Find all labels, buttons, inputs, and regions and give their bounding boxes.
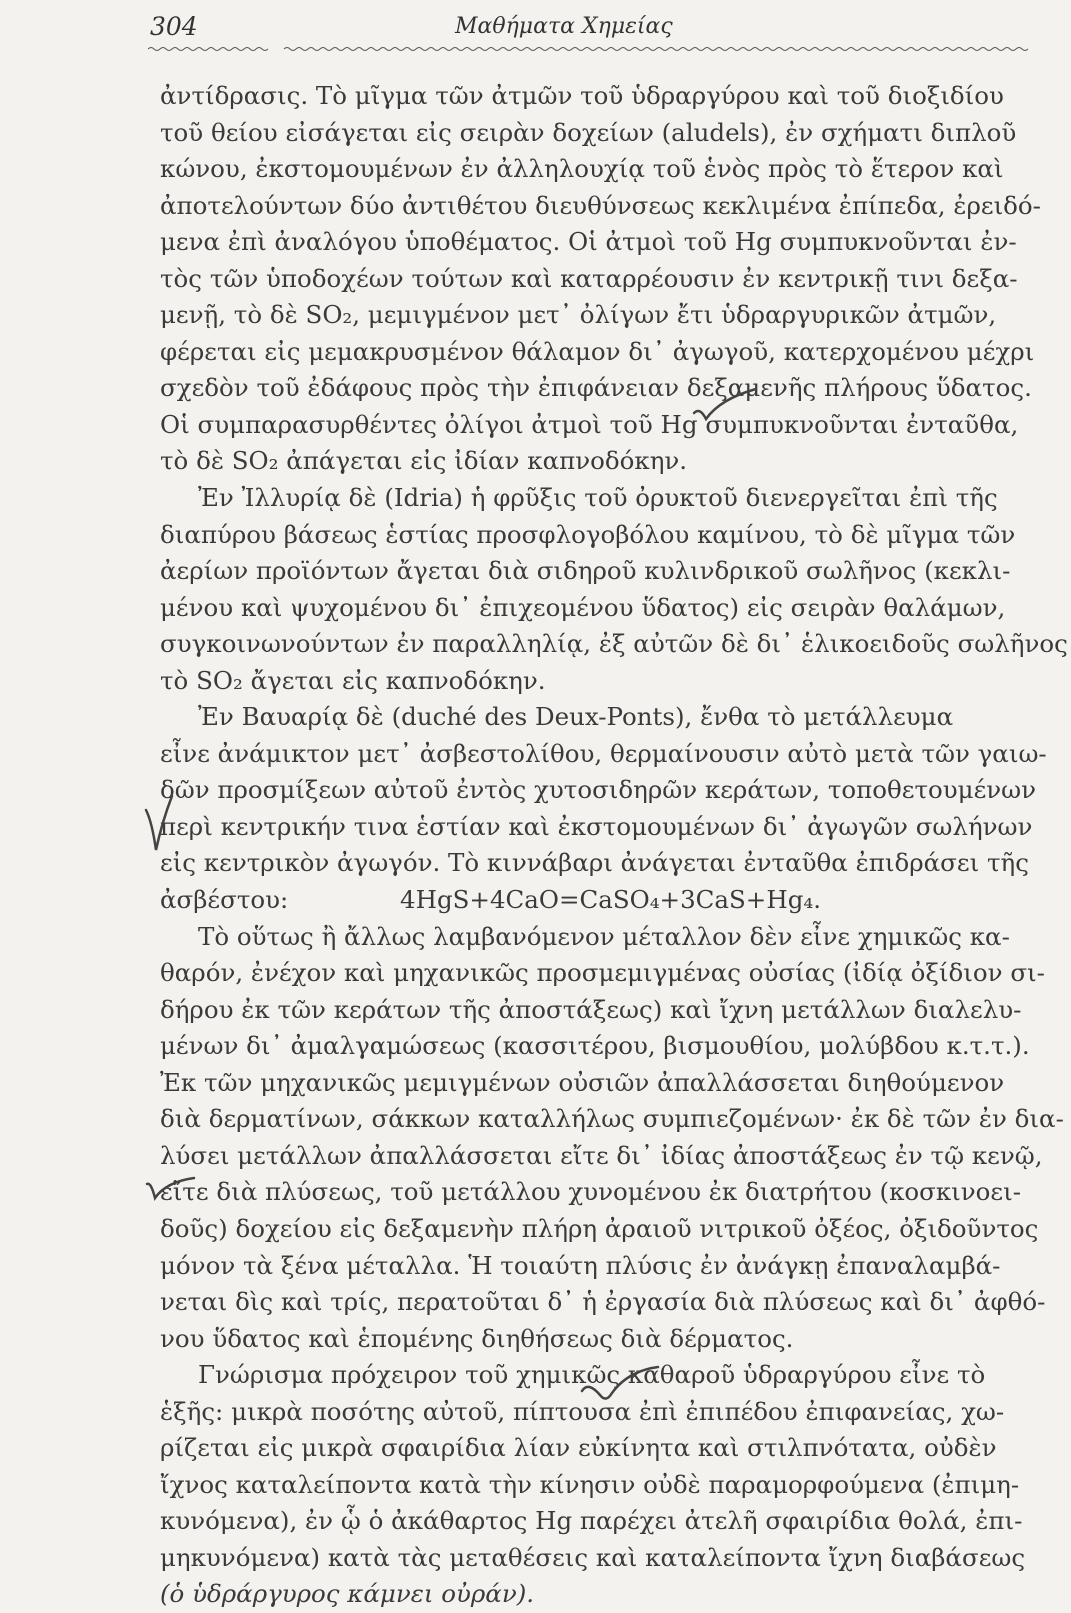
running-title: Μαθήματα Χημείας (455, 14, 673, 39)
text-line: σχεδὸν τοῦ ἐδάφους πρὸς τὴν ἐπιφάνειαν δεξαμενῆς πλήρους ὕδατος. (160, 373, 1032, 403)
text-line: μένου καὶ ψυχομένου δι᾽ ἐπιχεομένου ὕδατος) εἰς σειρὰν θαλάμων, (160, 592, 1006, 622)
text-line: εἴτε διὰ πλύσεως, τοῦ μετάλλου χυνομένου ἐκ διατρήτου (κοσκινοει- (160, 1177, 1022, 1207)
text-line: συγκοινωνούντων ἐν παραλληλίᾳ, ἐξ αὐτῶν δὲ δι᾽ ἑλικοειδοῦς σωλῆνος (160, 629, 1068, 659)
text-line: μενα ἐπὶ ἀναλόγου ὑποθέματος. Οἱ ἀτμοὶ τοῦ Hg συμπυκνοῦνται ἐν- (160, 227, 1017, 257)
text-line: περὶ κεντρικήν τινα ἑστίαν καὶ ἐκστομουμένων δι᾽ ἀγωγῶν σωλήνων (160, 811, 1033, 841)
text-line: μένων δι᾽ ἀμαλγαμώσεως (κασσιτέρου, βισμουθίου, μολύβδου κ.τ.τ.). (160, 1031, 1030, 1061)
text-line: λύσει μετάλλων ἀπαλλάσσεται εἴτε δι᾽ ἰδίας ἀποστάξεως ἐν τῷ κενῷ, (160, 1140, 1043, 1170)
text-line: δοῦς) δοχείου εἰς δεξαμενὴν πλήρη ἀραιοῦ νιτρικοῦ ὀξέος, ὀξιδοῦντος (160, 1213, 1039, 1243)
text-line: Ἐν Βαυαρίᾳ δὲ (duché des Deux-Ponts), ἔνθα τὸ μετάλλευμα (198, 702, 954, 732)
text-line: μηκυνόμενα) κατὰ τὰς μεταθέσεις καὶ καταλείποντα ἴχνη διαβάσεως (160, 1542, 1026, 1572)
text-line: ἀσβέστου: (160, 885, 289, 915)
check-mark-icon (690, 385, 760, 429)
text-line: τὸ δὲ SO₂ ἀπάγεται εἰς ἰδίαν καπνοδόκην. (160, 446, 688, 476)
text-line: ἀερίων προϊόντων ἄγεται διὰ σιδηροῦ κυλινδρικοῦ σωλῆνος (κεκλι- (160, 556, 1011, 586)
text-line: κώνου, ἐκστομουμένων ἐν ἀλληλουχίᾳ τοῦ ἑνὸς πρὸς τὸ ἕτερον καὶ (160, 154, 1004, 184)
text-line: μόνον τὰ ξένα μέταλλα. Ἡ τοιαύτη πλύσις ἐν ἀνάγκῃ ἐπαναλαμβά- (160, 1250, 1001, 1280)
text-line: εἰς κεντρικὸν ἀγωγόν. Τὸ κιννάβαρι ἀνάγεται ἐνταῦθα ἐπιδράσει τῆς (160, 848, 1029, 878)
text-line: νεται δὶς καὶ τρίς, περατοῦται δ᾽ ἡ ἐργασία διὰ πλύσεως καὶ δι᾽ ἀφθό- (160, 1287, 1046, 1317)
text-line: Τὸ οὕτως ἢ ἄλλως λαμβανόμενον μέταλλον δὲν εἶνε χημικῶς κα- (198, 921, 1010, 951)
text-line: τὸ SO₂ ἄγεται εἰς καπνοδόκην. (160, 665, 546, 695)
text-line: κυνόμενα), ἐν ᾧ ὁ ἀκάθαρτος Hg παρέχει ἀτελῆ σφαιρίδια θολά, ἐπι- (160, 1506, 1023, 1536)
text-line: τὸς τῶν ὑποδοχέων τούτων καὶ καταρρέουσιν ἐν κεντρικῇ τινι δεξα- (160, 263, 1018, 293)
text-line: θαρόν, ἐνέχον καὶ μηχανικῶς προσμεμιγμένας οὐσίας (ἰδίᾳ ὀξίδιον σι- (160, 958, 1045, 988)
text-line: τοῦ θείου εἰσάγεται εἰς σειρὰν δοχείων (aludels), ἐν σχήματι διπλοῦ (160, 117, 1017, 147)
text-line: Γνώρισμα πρόχειρον τοῦ χημικῶς καθαροῦ ὑδραργύρου εἶνε τὸ (198, 1360, 986, 1390)
text-line: διαπύρου βάσεως ἑστίας προσφλογοβόλου καμίνου, τὸ δὲ μῖγμα τῶν (160, 519, 1016, 549)
chemical-equation: 4HgS+4CaO=CaSO₄+3CaS+Hg₄. (400, 885, 821, 915)
check-mark-icon (144, 1172, 196, 1202)
formula-line (160, 882, 1030, 919)
text-line: μενῇ, τὸ δὲ SO₂, μεμιγμένον μετ᾽ ὀλίγων ἔτι ὑδραργυρικῶν ἀτμῶν, (160, 300, 997, 330)
text-line: ἴχνος καταλείποντα κατὰ τὴν κίνησιν οὐδὲ παραμορφούμενα (ἐπιμη- (160, 1469, 1020, 1499)
text-line: διὰ δερματίνων, σάκκων καταλλήλως συμπιεζομένων· ἐκ δὲ τῶν ἐν δια- (160, 1104, 1064, 1134)
text-line: Ἐν Ἰλλυρίᾳ δὲ (Idria) ἡ φρῦξις τοῦ ὀρυκτοῦ διενεργεῖται ἐπὶ τῆς (198, 483, 998, 513)
text-line: ἀντίδρασις. Τὸ μῖγμα τῶν ἀτμῶν τοῦ ὑδραργύρου καὶ τοῦ διοξιδίου (160, 81, 1004, 110)
check-mark-icon (142, 792, 176, 856)
text-line: νου ὕδατος καὶ ἑπομένης διηθήσεως διὰ δέρματος. (160, 1323, 794, 1353)
text-line: Οἱ συμπαρασυρθέντες ὀλίγοι ἀτμοὶ τοῦ Hg συμπυκνοῦνται ἐνταῦθα, (160, 409, 1019, 439)
text-line: ἑξῆς: μικρὰ ποσότης αὐτοῦ, πίπτουσα ἐπὶ ἐπιπέδου ἐπιφανείας, χω- (160, 1396, 1005, 1426)
page-number: 304 (150, 12, 198, 41)
check-mark-icon (578, 1363, 660, 1409)
text-line: δήρου ἐκ τῶν κεράτων τῆς ἀποστάξεως) καὶ ἴχνη μετάλλων διαλελυ- (160, 994, 1022, 1024)
text-line: Ἐκ τῶν μηχανικῶς μεμιγμένων οὐσιῶν ἀπαλλάσσεται διηθούμενον (160, 1067, 1005, 1097)
text-line: εἶνε ἀνάμικτον μετ᾽ ἀσβεστολίθου, θερμαίνουσιν αὐτὸ μετὰ τῶν γαιω- (160, 738, 1047, 768)
text-line: (ὁ ὑδράργυρος κάμνει οὐράν). (160, 1579, 535, 1609)
header-wavy-rule (148, 46, 1030, 52)
text-line: δῶν προσμίξεων αὐτοῦ ἐντὸς χυτοσιδηρῶν κεράτων, τοποθετουμένων (160, 775, 1037, 805)
text-line: ρίζεται εἰς μικρὰ σφαιρίδια λίαν εὐκίνητα καὶ στιλπνότατα, οὐδὲν (160, 1433, 997, 1463)
text-line: φέρεται εἰς μεμακρυσμένον θάλαμον δι᾽ ἀγωγοῦ, κατερχομένου μέχρι (160, 336, 1035, 366)
text-line: ἀποτελούντων δύο ἀντιθέτου διευθύνσεως κεκλιμένα ἐπίπεδα, ἐρειδό- (160, 190, 1041, 220)
